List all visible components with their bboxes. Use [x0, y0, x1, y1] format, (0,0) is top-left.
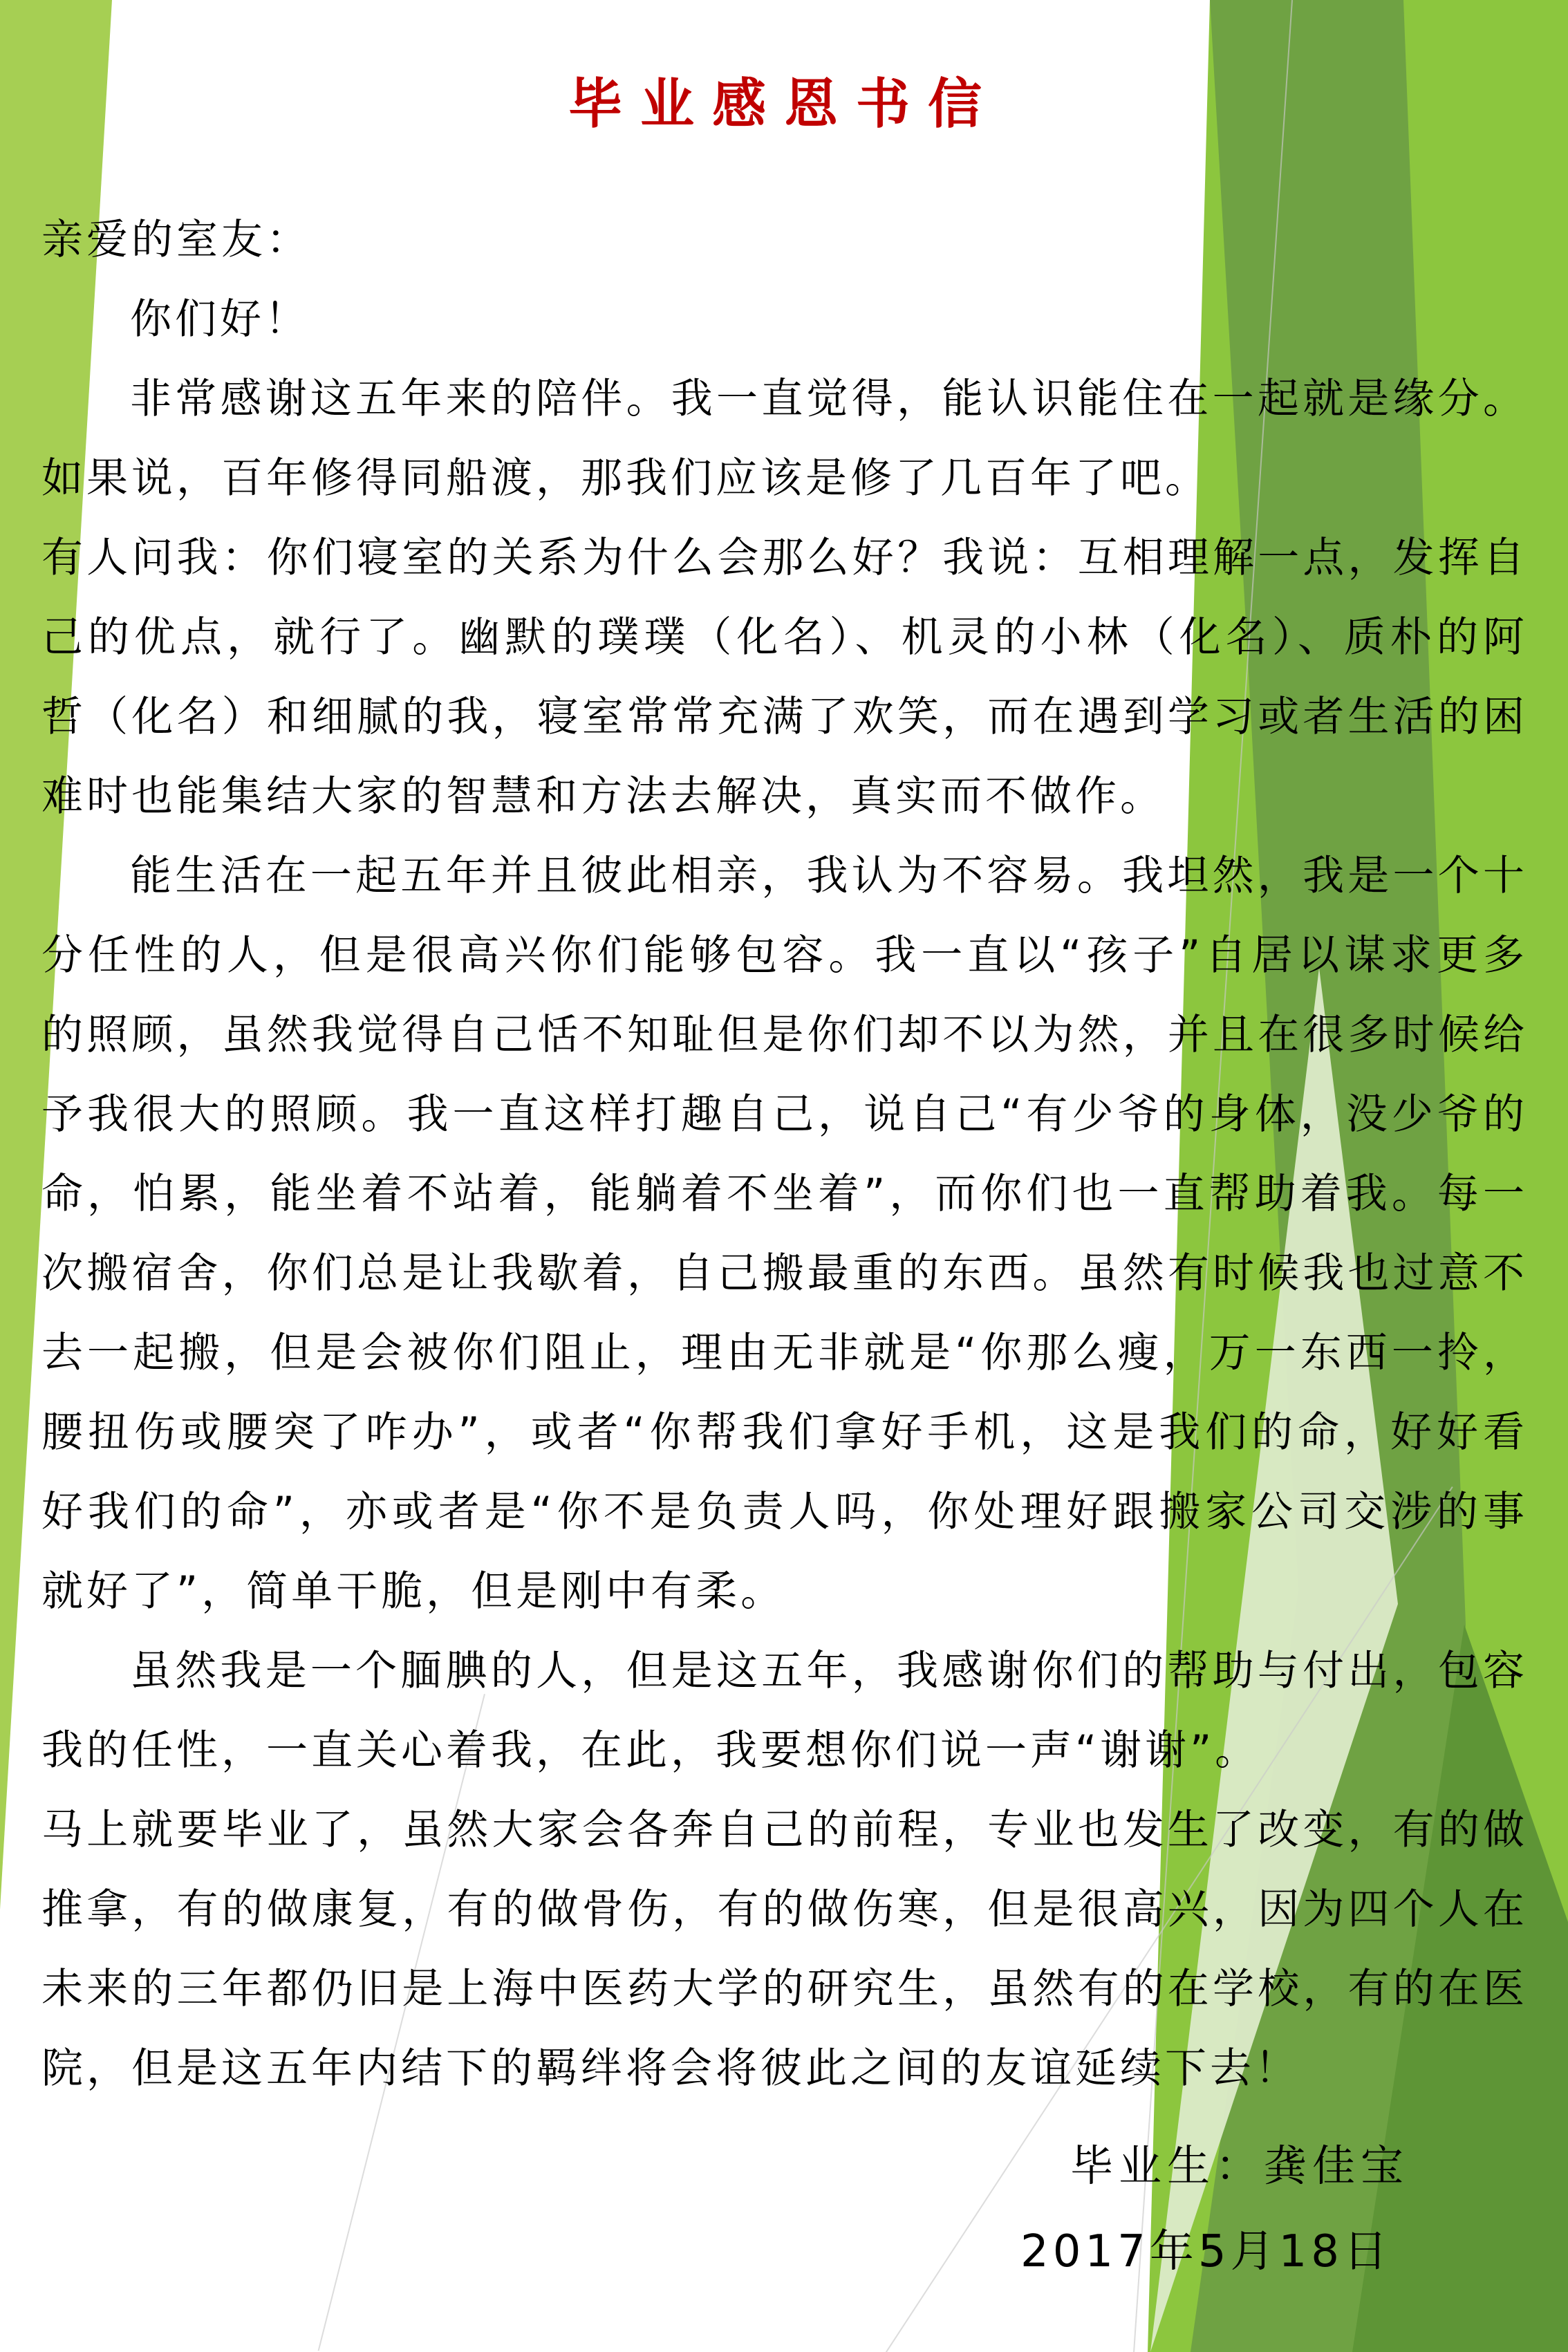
- page-title: 毕业感恩书信: [568, 73, 1000, 136]
- letter-line: 分任性的人，但是很高兴你们能够包容。我一直以“孩子”自居以谋求更多: [41, 931, 1528, 980]
- letter-line: 有人问我：你们寝室的关系为什么会那么好？我说：互相理解一点，发挥自: [41, 534, 1528, 582]
- letter-line: 哲（化名）和细腻的我，寝室常常充满了欢笑，而在遇到学习或者生活的困: [41, 693, 1528, 741]
- letter-line: 己的优点，就行了。幽默的璞璞（化名）、机灵的小林（化名）、质朴的阿: [41, 613, 1528, 662]
- date-line: 2017年5月18日: [1020, 2226, 1392, 2277]
- letter-line: 的照顾，虽然我觉得自己恬不知耻但是你们却不以为然，并且在很多时候给: [41, 1011, 1528, 1059]
- letter-line: 予我很大的照顾。我一直这样打趣自己，说自己“有少爷的身体，没少爷的: [41, 1090, 1528, 1139]
- letter-line: 去一起搬，但是会被你们阻止，理由无非就是“你那么瘦，万一东西一拎，: [41, 1329, 1528, 1377]
- signature-line: 毕业生：龚佳宝: [1070, 2140, 1409, 2191]
- letter-line: 能生活在一起五年并且彼此相亲，我认为不容易。我坦然，我是一个十: [130, 852, 1528, 900]
- letter-line: 好我们的命”，亦或者是“你不是负责人吗，你处理好跟搬家公司交涉的事: [41, 1488, 1528, 1536]
- letter-line: 如果说，百年修得同船渡，那我们应该是修了几百年了吧。: [41, 454, 1210, 503]
- letter-line: 难时也能集结大家的智慧和方法去解决，真实而不做作。: [41, 772, 1165, 821]
- letter-line: 非常感谢这五年来的陪伴。我一直觉得，能认识能住在一起就是缘分。: [130, 375, 1528, 423]
- letter-line-salutation: 亲爱的室友：: [41, 216, 311, 264]
- letter-body: [41, 200, 1528, 2109]
- letter-line: 院，但是这五年内结下的羁绊将会将彼此之间的友谊延续下去！: [41, 2044, 1300, 2093]
- letter-line: 命，怕累，能坐着不站着，能躺着不坐着”，而你们也一直帮助着我。每一: [41, 1170, 1528, 1218]
- letter-line: 马上就要毕业了，虽然大家会各奔自己的前程，专业也发生了改变，有的做: [41, 1806, 1528, 1854]
- letter-line: 我的任性，一直关心着我，在此，我要想你们说一声“谢谢”。: [41, 1726, 1260, 1775]
- letter-line: 次搬宿舍，你们总是让我歇着，自己搬最重的东西。虽然有时候我也过意不: [41, 1249, 1528, 1298]
- letter-line: 腰扭伤或腰突了咋办”，或者“你帮我们拿好手机，这是我们的命，好好看: [41, 1408, 1528, 1457]
- letter-line: 虽然我是一个腼腆的人，但是这五年，我感谢你们的帮助与付出，包容: [130, 1647, 1528, 1695]
- letter-line: 推拿，有的做康复，有的做骨伤，有的做伤寒，但是很高兴，因为四个人在: [41, 1885, 1528, 1934]
- letter-line: 你们好！: [130, 295, 310, 344]
- letter-line: 就好了”，简单干脆，但是刚中有柔。: [41, 1567, 786, 1616]
- letter-line: 未来的三年都仍旧是上海中医药大学的研究生，虽然有的在学校，有的在医: [41, 1965, 1528, 2013]
